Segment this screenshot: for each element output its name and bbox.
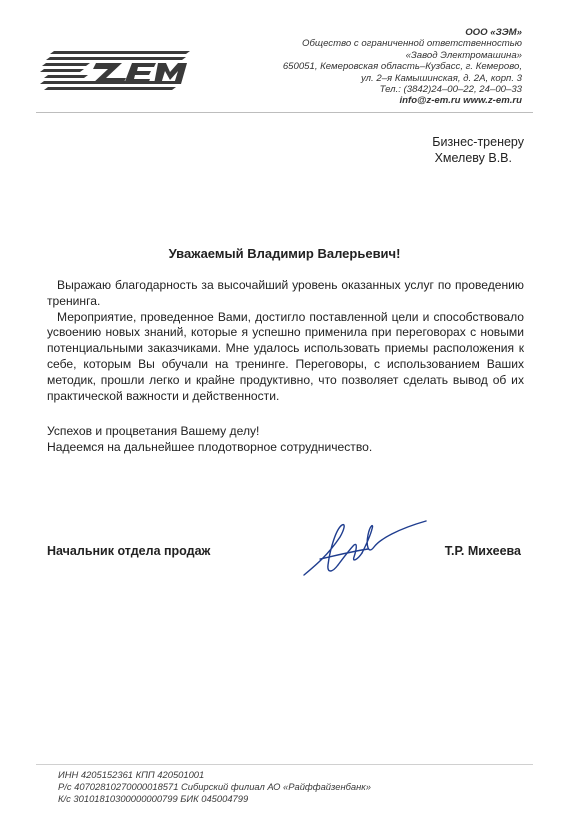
header-divider	[36, 112, 533, 113]
recipient-name: Хмелеву В.В.	[434, 151, 512, 165]
footer-divider	[36, 764, 533, 765]
company-address-line2: ул. 2–я Камышинская, д. 2А, корп. 3	[360, 72, 522, 84]
closing-cooperation: Надеемся на дальнейшее плодотворное сотрудничество.	[47, 439, 373, 454]
signer-name: Т.Р. Михеева	[444, 544, 521, 558]
company-phone: Тел.: (3842)24–00–22, 24–00–33	[379, 84, 522, 96]
requisites-correspondent: К/с 30101810300000000799 БИК 045004799	[58, 792, 249, 804]
company-address-line1: 650051, Кемеровская область–Кузбасс, г. Кемерово,	[282, 61, 522, 73]
bank-requisites	[58, 769, 371, 804]
body-paragraph-2: Мероприятие, проведенное Вами, достигло поставленной цели и способствовало усвоению новых знаний, которые я успешно применила при переговорах с новыми потенциальными заказчиками. Мне удалось использовать приемы расположения к себе, которым Вы обучали на тренинге. Переговоры, с использованием Ваших методик, прошли легко и крайне продуктивно, что позволяет сделать вывод об их практической важности и действенности.	[47, 309, 524, 403]
body-paragraph-1: Выражаю благодарность за высочайший уровень оказанных услуг по проведению тренинга.	[47, 278, 524, 308]
recipient-block	[364, 134, 524, 166]
company-full-name: «Завод Электромашина»	[405, 49, 522, 61]
recipient-title: Бизнес-тренеру	[432, 135, 524, 149]
signer-position: Начальник отдела продаж	[47, 544, 211, 558]
requisites-inn-kpp: ИНН 4205152361 КПП 420501001	[58, 769, 205, 780]
letter-body	[47, 278, 524, 404]
company-header	[222, 27, 522, 107]
salutation: Уважаемый Владимир Валерьевич!	[168, 246, 401, 261]
company-logo	[40, 45, 195, 93]
company-type: Общество с ограниченной ответственностью	[302, 38, 522, 50]
closing-block	[47, 424, 372, 456]
company-email-web: info@z-em.ru www.z-em.ru	[399, 95, 522, 107]
handwritten-signature	[298, 515, 433, 585]
closing-wish: Успехов и процветания Вашему делу!	[47, 424, 260, 438]
company-short-name: ООО «ЗЭМ»	[465, 27, 522, 38]
requisites-account: Р/с 40702810270000018571 Сибирский филиал АО «Райффайзенбанк»	[58, 780, 371, 792]
